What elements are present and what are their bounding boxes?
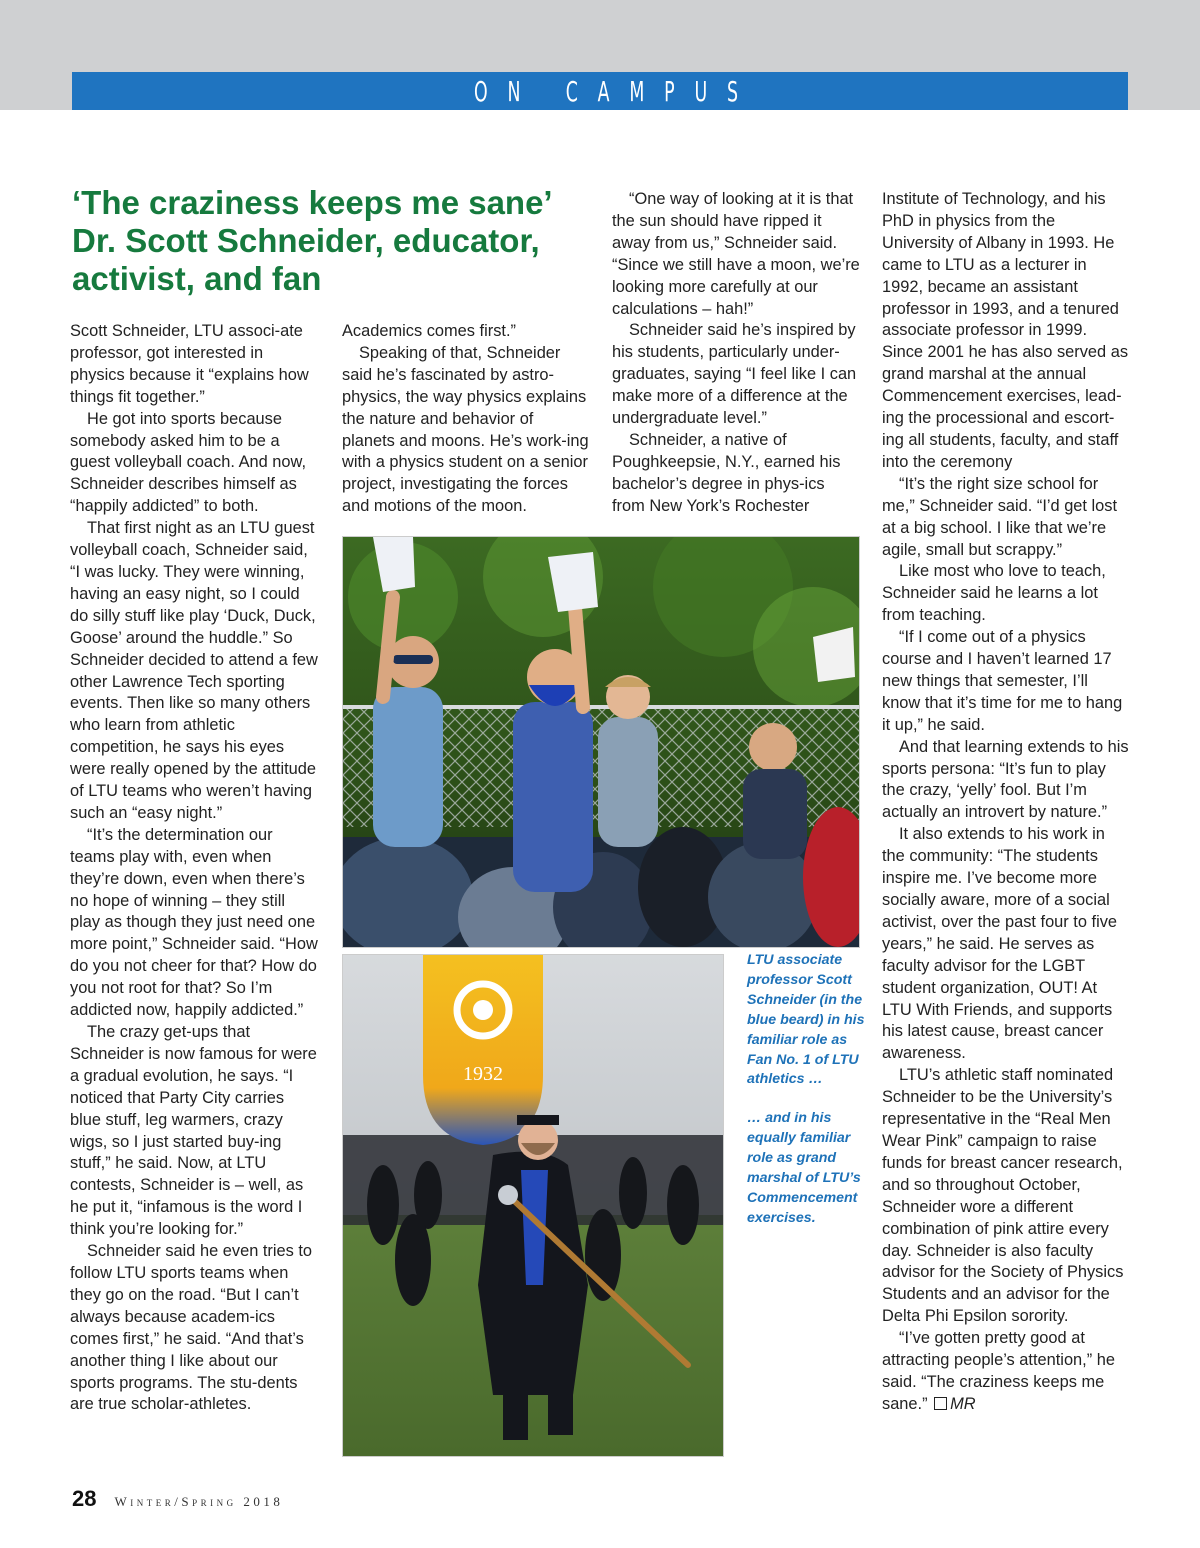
article-headline: ‘The craziness keeps me sane’ Dr. Scott Schneider, educator, activist, and fan (72, 184, 551, 297)
paragraph: Like most who love to teach, Schneider said he learns a lot from teaching. (882, 562, 1106, 625)
paragraph: “One way of looking at it is that the sun should have ripped it away from us,” Schneider said. “Since we still have a moon, we’re looking more carefully at our calculations – hah!” (612, 190, 860, 318)
paragraph: The crazy get-ups that Schneider is now famous for were a gradual evolution, he says. “I noticed that Party City carries blue stuff, leg warmers, crazy wigs, so I just started buy-ing stuff,” he said. Now, at LTU contests, Schneider is – well, as he put it, “infamous is the word I think you’re looking for.” (70, 1023, 317, 1239)
paragraph: Speaking of that, Schneider said he’s fascinated by astro-physics, the way physics explains the nature and behavior of planets and moons. He’s work-ing with a physics student on a senior project, investigating the forces and motions of the moon. (342, 343, 589, 516)
article-column-1 (70, 321, 318, 1416)
paragraph: LTU’s athletic staff nominated Schneider to be the University’s representative in the “Real Men Wear Pink” campaign to raise funds for breast cancer research, and so throughout October, Schneider wore a different combination of pink attire every day. Schneider is also faculty advisor for the Society of Physics Students and an advisor for the Delta Phi Epsilon sorority. (882, 1066, 1124, 1326)
paragraph: He got into sports because somebody asked him to be a guest volleyball coach. And now, Schneider describes himself as “happily addicted” to both. (70, 409, 306, 516)
paragraph: And that learning extends to his sports persona: “It’s fun to play the crazy, ‘yelly’ fool. But I’m actually an introvert by nature.” (882, 737, 1129, 822)
banner-year: 1932 (463, 1063, 503, 1085)
closing-text: “I’ve gotten pretty good at attracting people’s attention,” he said. “The craziness keeps me sane.” (882, 1329, 1115, 1413)
page-footer (72, 1486, 283, 1512)
paragraph: Scott Schneider, LTU associ-ate professor, got interested in physics because it “explains how things fit together.” (70, 322, 309, 406)
fans-illustration (343, 537, 859, 947)
issue-label: Winter/Spring 2018 (114, 1494, 284, 1509)
caption-marshal: … and in his equally familiar role as grand marshal of LTU’s Commencement exercises. (747, 1110, 861, 1226)
commencement-illustration (343, 955, 723, 1456)
paragraph: Schneider said he’s inspired by his students, particularly under-graduates, saying “I feel like I can make more of a difference at the undergraduate level.” (612, 321, 857, 428)
article-column-4 (882, 189, 1130, 1416)
paragraph: That first night as an LTU guest volleyball coach, Schneider said, “I was lucky. They were winning, having an easy night, so I could do silly stuff like play ‘Duck, Duck, Goose’ around the huddle.” So Schneider decided to attend a few other Lawrence Tech sporting events. Then like so many others who learn from athletic competition, he says his eyes were really opened by the attitude of LTU teams who weren’t having such an “easy night.” (70, 519, 318, 822)
article-column-3 (612, 189, 860, 518)
page-number: 28 (72, 1486, 97, 1511)
paragraph: Institute of Technology, and his PhD in physics from the University of Albany in 1993. He came to LTU as a lecturer in 1992, became an assistant professor in 1993, and a tenured associate professor in 1999. Since 2001 he has also served as grand marshal at the annual Commencement exercises, lead-ing the processional and escort-ing all students, faculty, and staff into the ceremony (882, 190, 1129, 471)
section-title: ON CAMPUS (474, 74, 758, 108)
photo-fans-cheering (342, 536, 860, 948)
paragraph: Schneider said he even tries to follow LTU sports teams when they go on the road. “But I can’t always because academ-ics comes first,” he said. “And that’s another thing I like about our sports programs. The stu-dents are true scholar-athletes. (70, 1242, 313, 1414)
caption-fan: LTU associate professor Scott Schneider (in the blue beard) in his familiar role as Fan No. 1 of LTU athletics … (747, 952, 865, 1088)
closing-paragraph (882, 1328, 1130, 1416)
paragraph: Schneider, a native of Poughkeepsie, N.Y., earned his bachelor’s degree in phys-ics from New York’s Rochester (612, 430, 841, 515)
paragraph: It also extends to his work in the community: “The students inspire me. I’ve become more socially aware, more of a social activist, over the past four to five years,” he said. He serves as faculty advisor for the LGBT student organization, OUT! At LTU With Friends, and supports his latest cause, breast cancer awareness. (882, 825, 1118, 1063)
paragraph: “It’s the right size school for me,” Schneider said. “I’d get lost at a big school. I like that we’re agile, small but scrappy.” (882, 474, 1118, 559)
paragraph: “It’s the determination our teams play with, even when they’re down, even when there’s no hope of winning – they still play as though they just need one more point,” Schneider said. “How do you not cheer for that? How do you not root for that? So I’m addicted now, happily addicted.” (70, 825, 318, 1020)
article-column-2 (342, 321, 590, 518)
author-signature: MR (950, 1394, 976, 1413)
section-header-bar (72, 72, 1128, 110)
paragraph: “If I come out of a physics course and I haven’t learned 17 new things that semester, I’ll know that it’s time for me to hang it up,” he said. (882, 628, 1123, 734)
photo-commencement (342, 954, 724, 1457)
photo-caption (747, 951, 867, 1229)
paragraph: Academics comes first.” (342, 322, 516, 340)
end-mark-icon (934, 1397, 947, 1410)
